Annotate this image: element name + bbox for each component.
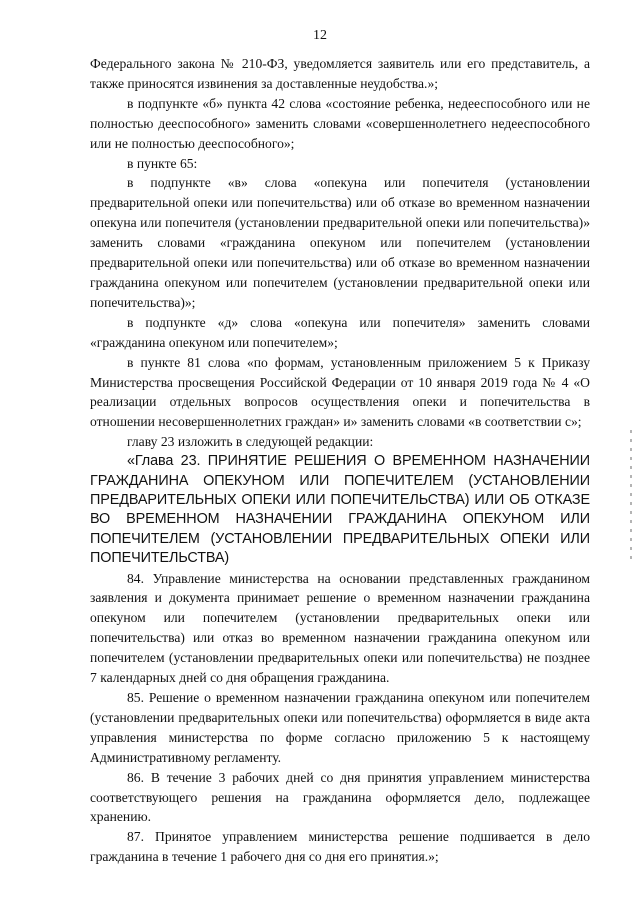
clause-86: 86. В течение 3 рабочих дней со дня принятия управлением министерства соответствующего решения на гражданина оформляется дело, подлежащее хранению. [90,769,590,825]
paragraph-subitem-d: в подпункте «д» слова «опекуна или попечителя» заменить словами «гражданина опекуном или попечителем»; [90,314,590,350]
clause-87: 87. Принятое управлением министерства решение подшивается в дело гражданина в течение 1 рабочего дня со дня его принятия.»; [90,829,590,865]
paragraph-subitem-v: в подпункте «в» слова «опекуна или попечителя (установлении предварительной опеки или попечительства) или об отказе во временном назначении опекуна или попечителя (установлении предварительной опеки или попечительства)» заменить словами «гражданина опекуном или попечителем (установлении предварительной опеки или попечительства) или об отказе во временном назначении гражданина опекуном или попечителем (установлении предварительной опеки или попечительства)»; [90,175,590,310]
clause-85: 85. Решение о временном назначении гражданина опекуном или попечителем (установлении предварительных опеки или попечительства) оформляется в виде акта управления министерства по форме согласно приложению 5 к настоящему Административному регламенту. [90,690,590,765]
paragraph-item-65: в пункте 65: [127,155,198,171]
page-number: 12 [313,28,327,43]
paragraph-item-42: в подпункте «б» пункта 42 слова «состояние ребенка, недееспособного или не полностью дееспособного» заменить словами «совершеннолетнего недееспособного или не полностью дееспособного»; [90,95,590,151]
paragraph-item-81: в пункте 81 слова «по формам, установленным приложением 5 к Приказу Министерства просвещения Российской Федерации от 10 января 2019 года № 4 «О реализации отдельных вопросов осуществления опеки и попечительства в отношении несовершеннолетних граждан» и» заменить словами «в соответствии с»; [90,354,590,430]
document-body [90,54,590,867]
scan-edge-marks [630,430,632,560]
clause-84: 84. Управление министерства на основании представленных гражданином заявления и документа принимает решение о временном назначении гражданина опекуном или попечителем (установлении предварительных опеки или попечительства) или отказ во временном назначении гражданина опекуном или попечителем (установлении предварительных опеки или попечительства) не позднее 7 календарных дней со дня обращения гражданина. [90,570,590,686]
paragraph-continuation: Федерального закона № 210-ФЗ, уведомляется заявитель или его представитель, а также приносятся извинения за доставленные неудобства.»; [90,56,590,91]
paragraph-chapter-23: главу 23 изложить в следующей редакции: [127,434,374,450]
chapter-heading: «Глава 23. ПРИНЯТИЕ РЕШЕНИЯ О ВРЕМЕННОМ НАЗНАЧЕНИИ ГРАЖДАНИНА ОПЕКУНОМ ИЛИ ПОПЕЧИТЕЛЕМ (УСТАНОВЛЕНИИ ПРЕДВАРИТЕЛЬНЫХ ОПЕКИ ИЛИ ПОПЕЧИТЕЛЬСТВА) ИЛИ ОБ ОТКАЗЕ ВО ВРЕМЕННОМ НАЗНАЧЕНИИ ГРАЖДАНИНА ОПЕКУНОМ ИЛИ ПОПЕЧИТЕЛЕМ (УСТАНОВЛЕНИИ ПРЕДВАРИТЕЛЬНЫХ ОПЕКИ ИЛИ ПОПЕЧИТЕЛЬСТВА) [90,453,590,567]
